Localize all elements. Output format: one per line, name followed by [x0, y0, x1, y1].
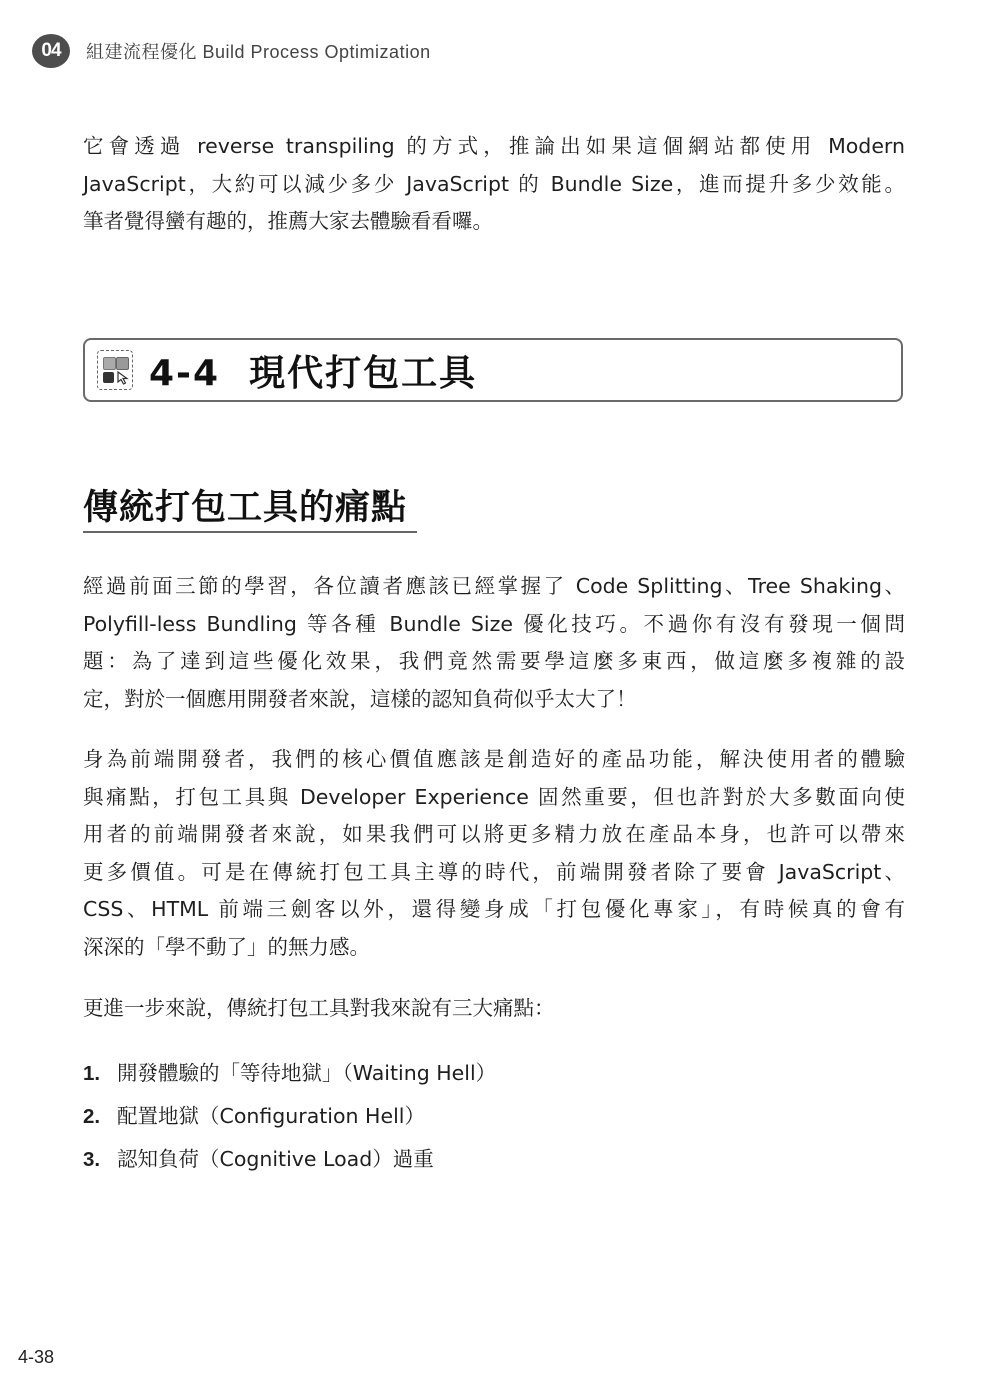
- text-line: 更多價值。可是在傳統打包工具主導的時代，前端開發者除了要會 JavaScript、: [83, 859, 905, 884]
- text-line: 題：為了達到這些優化效果，我們竟然需要學這麼多東西，做這麼多複雜的設: [83, 649, 905, 673]
- text-line: 它會透過 reverse transpiling 的方式，推論出如果這個網站都使用 Modern: [83, 134, 905, 158]
- subheading-underline: [83, 531, 417, 533]
- text-line: Polyfill-less Bundling 等各種 Bundle Size 優化技巧。不過你有沒有發現一個問: [83, 611, 905, 636]
- list-number: 1.: [83, 1062, 101, 1085]
- list-item: [83, 1095, 496, 1138]
- text-line: 經過前面三節的學習，各位讀者應該已經掌握了 Code Splitting、Tree Shaking、: [83, 574, 905, 598]
- text-line: 深深的「學不動了」的無力感。: [83, 934, 370, 959]
- text-line: JavaScript，大約可以減少多少 JavaScript 的 Bundle Size，進而提升多少效能。: [83, 171, 905, 196]
- text-line: 更進一步來說，傳統打包工具對我來說有三大痛點：: [83, 996, 555, 1020]
- section-title: 4-4 現代打包工具: [149, 352, 478, 394]
- text-line: 與痛點，打包工具與 Developer Experience 固然重要，但也許對於大多數面向使: [83, 784, 905, 809]
- page-number: 4-38: [18, 1347, 55, 1367]
- layout-grid-cursor-icon: [97, 350, 133, 390]
- intro-paragraph: [83, 128, 905, 241]
- subheading: 傳統打包工具的痛點: [83, 488, 408, 528]
- list-number: 2.: [83, 1105, 101, 1128]
- text-line: 用者的前端開發者來說，如果我們可以將更多精力放在產品本身，也許可以帶來: [83, 822, 905, 846]
- chapter-badge: 04: [32, 34, 70, 68]
- pain-points-list: [83, 1052, 496, 1181]
- list-text: 認知負荷（Cognitive Load）過重: [117, 1147, 434, 1171]
- list-item: [83, 1052, 496, 1095]
- text-line: CSS、HTML 前端三劍客以外，還得變身成「打包優化專家」，有時候真的會有: [83, 897, 905, 921]
- chapter-title: 組建流程優化 Build Process Optimization: [86, 42, 431, 62]
- running-header: [32, 34, 431, 68]
- list-text: 開發體驗的「等待地獄」（Waiting Hell）: [117, 1061, 497, 1085]
- text-line: 定，對於一個應用開發者來說，這樣的認知負荷似乎太大了！: [83, 686, 637, 711]
- text-line: 筆者覺得蠻有趣的，推薦大家去體驗看看囉。: [83, 209, 493, 233]
- text-line: 身為前端開發者，我們的核心價值應該是創造好的產品功能，解決使用者的體驗: [83, 747, 905, 771]
- list-number: 3.: [83, 1148, 101, 1171]
- cursor-icon: [117, 371, 129, 385]
- list-item: [83, 1138, 496, 1181]
- section-heading-box: [83, 338, 903, 402]
- paragraph-3: [83, 990, 905, 1028]
- paragraph-1: [83, 568, 905, 718]
- paragraph-2: [83, 741, 905, 966]
- list-text: 配置地獄（Configuration Hell）: [117, 1104, 425, 1128]
